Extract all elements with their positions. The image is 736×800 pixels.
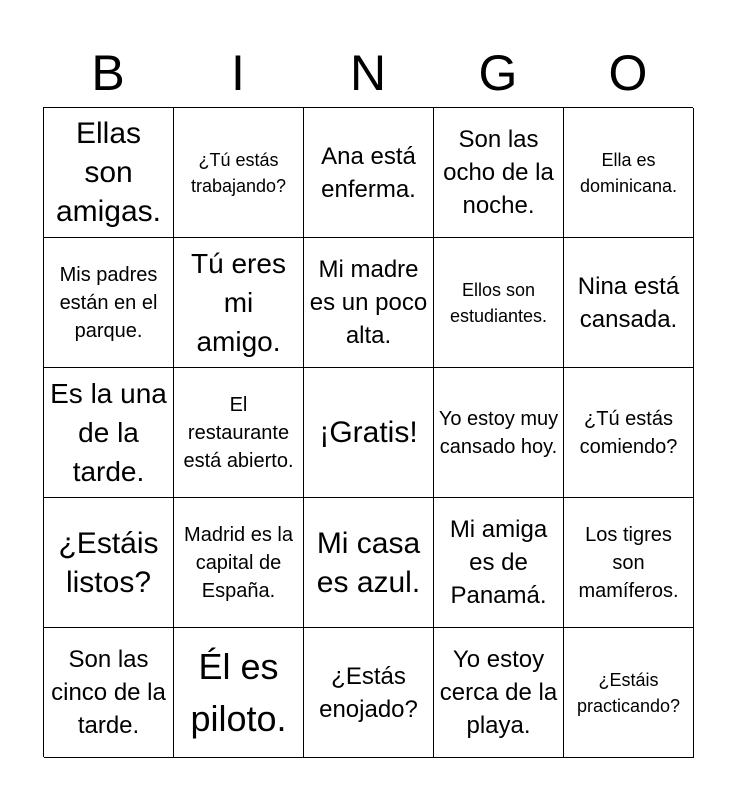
cell-text: Los tigres son mamíferos. (578, 523, 679, 602)
header-letter-b: B (91, 45, 125, 101)
bingo-cell-r2-c0[interactable] (44, 368, 174, 498)
cell-text: Yo estoy cerca de la playa. (439, 646, 558, 739)
bingo-cell-r4-c1[interactable] (174, 628, 304, 758)
cell-text: El restaurante está abierto. (183, 393, 294, 472)
bingo-cell-r0-c4[interactable] (564, 108, 694, 238)
cell-text: Mis padres están en el parque. (59, 263, 158, 342)
header-letter-i: I (231, 45, 245, 101)
bingo-cell-r0-c0[interactable] (44, 108, 174, 238)
free-space-text: ¡Gratis! (319, 416, 418, 449)
bingo-cell-r1-c1[interactable] (174, 238, 304, 368)
bingo-cell-r3-c1[interactable] (174, 498, 304, 628)
cell-text: Mi amiga es de Panamá. (449, 516, 548, 609)
bingo-cell-r3-c3[interactable] (434, 498, 564, 628)
bingo-cell-r1-c0[interactable] (44, 238, 174, 368)
bingo-cell-r1-c3[interactable] (434, 238, 564, 368)
header-letter-o: O (608, 45, 648, 101)
cell-text: Yo estoy muy cansado hoy. (438, 407, 559, 458)
bingo-cell-r3-c0[interactable] (44, 498, 174, 628)
bingo-cell-r0-c3[interactable] (434, 108, 564, 238)
cell-text: Son las cinco de la tarde. (51, 646, 166, 739)
bingo-grid (43, 107, 693, 757)
cell-text: Madrid es la capital de España. (184, 523, 293, 602)
header-letter-g: G (478, 45, 518, 101)
bingo-cell-r1-c4[interactable] (564, 238, 694, 368)
bingo-cell-r2-c4[interactable] (564, 368, 694, 498)
cell-text: ¿Estás enojado? (319, 662, 418, 723)
cell-text: Ellos son estudiantes. (449, 279, 548, 326)
cell-text: ¿Estáis listos? (58, 526, 159, 599)
cell-text: Ella es dominicana. (579, 149, 678, 196)
cell-text: Mi madre es un poco alta. (309, 256, 428, 349)
bingo-cell-r4-c2[interactable] (304, 628, 434, 758)
cell-text: Son las ocho de la noche. (443, 126, 554, 219)
bingo-cell-r2-c1[interactable] (174, 368, 304, 498)
cell-text: Mi casa es azul. (316, 526, 421, 599)
bingo-cell-r2-c2[interactable] (304, 368, 434, 498)
bingo-cell-r3-c2[interactable] (304, 498, 434, 628)
bingo-cell-r0-c1[interactable] (174, 108, 304, 238)
cell-text: ¿Tú estás comiendo? (579, 407, 678, 458)
bingo-cell-r3-c4[interactable] (564, 498, 694, 628)
bingo-cell-r2-c3[interactable] (434, 368, 564, 498)
cell-text: Nina está cansada. (577, 272, 680, 333)
cell-text: Ellas son amigas. (55, 117, 162, 228)
bingo-cell-r4-c3[interactable] (434, 628, 564, 758)
cell-text: Tú eres mi amigo. (191, 248, 286, 357)
cell-text: Ana está enferma. (321, 142, 416, 203)
bingo-cell-r4-c4[interactable] (564, 628, 694, 758)
cell-text: Él es piloto. (190, 645, 287, 739)
bingo-cell-r1-c2[interactable] (304, 238, 434, 368)
cell-text: ¿Tú estás trabajando? (190, 149, 287, 196)
cell-text: Es la una de la tarde. (50, 378, 167, 487)
bingo-cell-r0-c2[interactable] (304, 108, 434, 238)
header-letter-n: N (349, 45, 387, 101)
bingo-cell-r4-c0[interactable] (44, 628, 174, 758)
bingo-header (43, 40, 693, 106)
cell-text: ¿Estáis practicando? (576, 669, 681, 716)
